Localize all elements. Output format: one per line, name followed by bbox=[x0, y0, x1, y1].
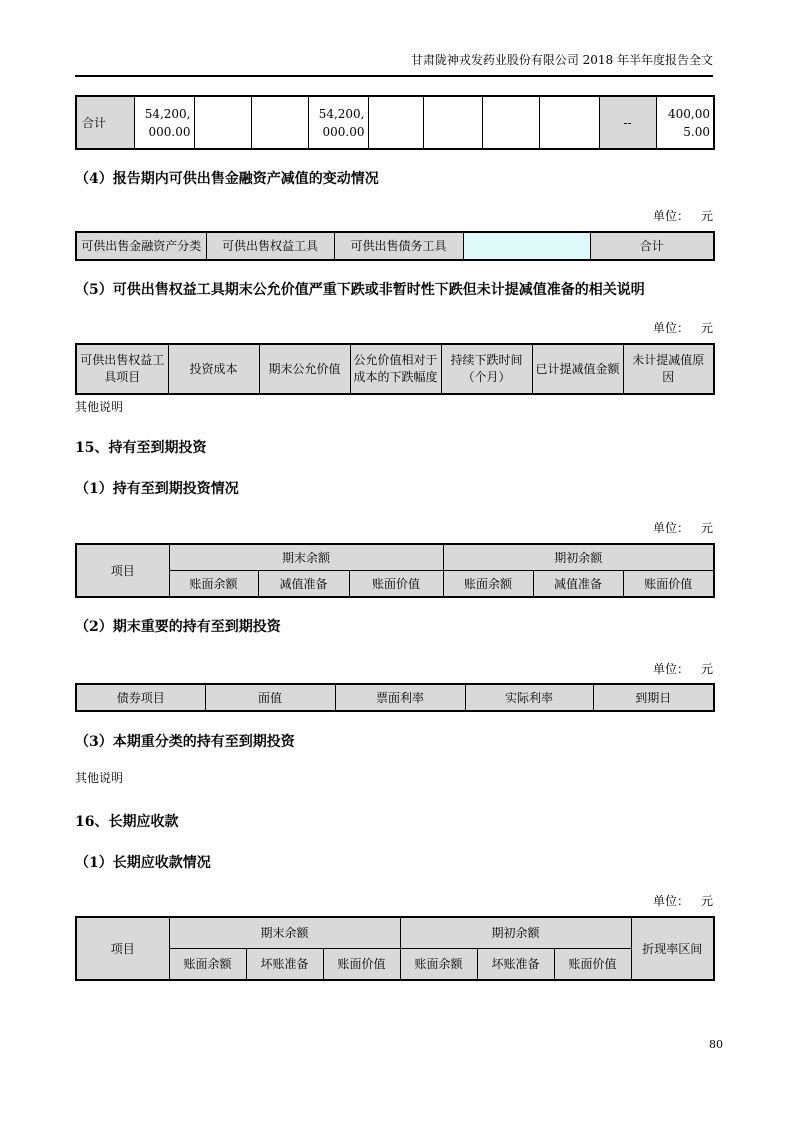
htm-investment-status-table bbox=[75, 543, 715, 598]
subheader-cell: 账面价值 bbox=[623, 571, 714, 598]
document-header bbox=[75, 0, 713, 77]
total-label-cell: 合计 bbox=[76, 96, 134, 149]
other-note: 其他说明 bbox=[75, 400, 124, 414]
header-cell: 未计提减值原因 bbox=[623, 344, 714, 394]
subheader-cell: 账面价值 bbox=[554, 949, 631, 981]
section-15-heading: 15、持有至到期投资 bbox=[75, 440, 207, 456]
empty-cell bbox=[251, 96, 308, 149]
unit-note bbox=[75, 209, 713, 224]
table-group-header-row bbox=[76, 544, 714, 571]
amount-cell: 54,200,000.00 bbox=[308, 96, 368, 149]
report-page-content bbox=[75, 0, 713, 981]
group-header-cell: 期末余额 bbox=[169, 917, 400, 949]
unit-label: 单位： bbox=[652, 662, 689, 676]
discount-rate-header-cell: 折现率区间 bbox=[631, 917, 714, 980]
subheader-cell: 账面价值 bbox=[349, 571, 443, 598]
unit-value: 元 bbox=[700, 662, 713, 676]
unit-value: 元 bbox=[700, 521, 713, 535]
document-title: 甘肃陇神戎发药业股份有限公司 2018 年半年度报告全文 bbox=[410, 53, 713, 67]
table-subheader-row bbox=[76, 949, 714, 981]
highlighted-empty-cell bbox=[463, 232, 590, 260]
subheader-cell: 减值准备 bbox=[533, 571, 623, 598]
empty-cell bbox=[539, 96, 599, 149]
header-cell: 公允价值相对于成本的下跌幅度 bbox=[350, 344, 441, 394]
table-header-row bbox=[76, 684, 714, 711]
unit-note bbox=[75, 321, 713, 336]
header-cell: 期末公允价值 bbox=[259, 344, 350, 394]
subheader-cell: 减值准备 bbox=[258, 571, 349, 598]
other-note: 其他说明 bbox=[75, 771, 124, 785]
unit-label: 单位： bbox=[652, 321, 689, 335]
unit-value: 元 bbox=[700, 894, 713, 908]
corner-header-cell: 项目 bbox=[76, 917, 169, 980]
subheader-cell: 账面价值 bbox=[323, 949, 400, 981]
section-15-3-heading: （3）本期重分类的持有至到期投资 bbox=[75, 734, 295, 750]
header-cell: 实际利率 bbox=[465, 684, 593, 711]
section-15-1-heading: （1）持有至到期投资情况 bbox=[75, 481, 239, 497]
table-subheader-row bbox=[76, 571, 714, 598]
section-16-1-heading: （1）长期应收款情况 bbox=[75, 855, 211, 871]
unit-value: 元 bbox=[700, 209, 713, 223]
dash-cell: -- bbox=[599, 96, 656, 149]
empty-cell bbox=[423, 96, 482, 149]
subheader-cell: 账面余额 bbox=[443, 571, 533, 598]
afs-impairment-change-table bbox=[75, 231, 715, 261]
htm-important-bonds-table bbox=[75, 683, 715, 712]
header-cell: 可供出售金融资产分类 bbox=[76, 232, 206, 260]
section-15-2-heading: （2）期末重要的持有至到期投资 bbox=[75, 619, 281, 635]
unit-label: 单位： bbox=[652, 894, 689, 908]
header-cell: 票面利率 bbox=[335, 684, 465, 711]
empty-cell bbox=[194, 96, 251, 149]
subheader-cell: 账面余额 bbox=[169, 949, 246, 981]
group-header-cell: 期初余额 bbox=[400, 917, 631, 949]
section-4-heading: （4）报告期内可供出售金融资产减值的变动情况 bbox=[75, 171, 379, 187]
long-term-receivables-table bbox=[75, 916, 715, 981]
header-cell: 可供出售债务工具 bbox=[334, 232, 463, 260]
subheader-cell: 账面余额 bbox=[400, 949, 477, 981]
group-header-cell: 期末余额 bbox=[169, 544, 443, 571]
page-number: 80 bbox=[709, 1038, 723, 1051]
unit-note bbox=[75, 521, 713, 536]
unit-note bbox=[75, 894, 713, 909]
afs-equity-decline-table bbox=[75, 343, 715, 395]
amount-cell: 54,200,000.00 bbox=[134, 96, 194, 149]
header-cell: 可供出售权益工具项目 bbox=[76, 344, 168, 394]
unit-note bbox=[75, 662, 713, 677]
section-16-heading: 16、长期应收款 bbox=[75, 814, 179, 830]
header-cell: 投资成本 bbox=[168, 344, 259, 394]
unit-label: 单位： bbox=[652, 209, 689, 223]
header-cell: 可供出售权益工具 bbox=[206, 232, 334, 260]
header-cell: 已计提减值金额 bbox=[532, 344, 623, 394]
table-header-row bbox=[76, 344, 714, 394]
unit-label: 单位： bbox=[652, 521, 689, 535]
header-cell: 合计 bbox=[590, 232, 714, 260]
subheader-cell: 坏账准备 bbox=[477, 949, 554, 981]
header-cell: 债券项目 bbox=[76, 684, 205, 711]
header-cell: 面值 bbox=[205, 684, 335, 711]
table-header-row bbox=[76, 232, 714, 260]
unit-value: 元 bbox=[700, 321, 713, 335]
group-header-cell: 期初余额 bbox=[443, 544, 714, 571]
section-5-heading: （5）可供出售权益工具期末公允价值严重下跌或非暂时性下跌但未计提减值准备的相关说明 bbox=[75, 282, 645, 298]
amount-cell: 400,005.00 bbox=[656, 96, 714, 149]
empty-cell bbox=[482, 96, 539, 149]
total-row bbox=[76, 96, 714, 149]
afs-total-row-table bbox=[75, 95, 715, 150]
corner-header-cell: 项目 bbox=[76, 544, 169, 597]
header-cell: 持续下跌时间（个月） bbox=[441, 344, 532, 394]
empty-cell bbox=[368, 96, 423, 149]
table-group-header-row bbox=[76, 917, 714, 949]
subheader-cell: 账面余额 bbox=[169, 571, 258, 598]
subheader-cell: 坏账准备 bbox=[246, 949, 323, 981]
header-cell: 到期日 bbox=[593, 684, 714, 711]
